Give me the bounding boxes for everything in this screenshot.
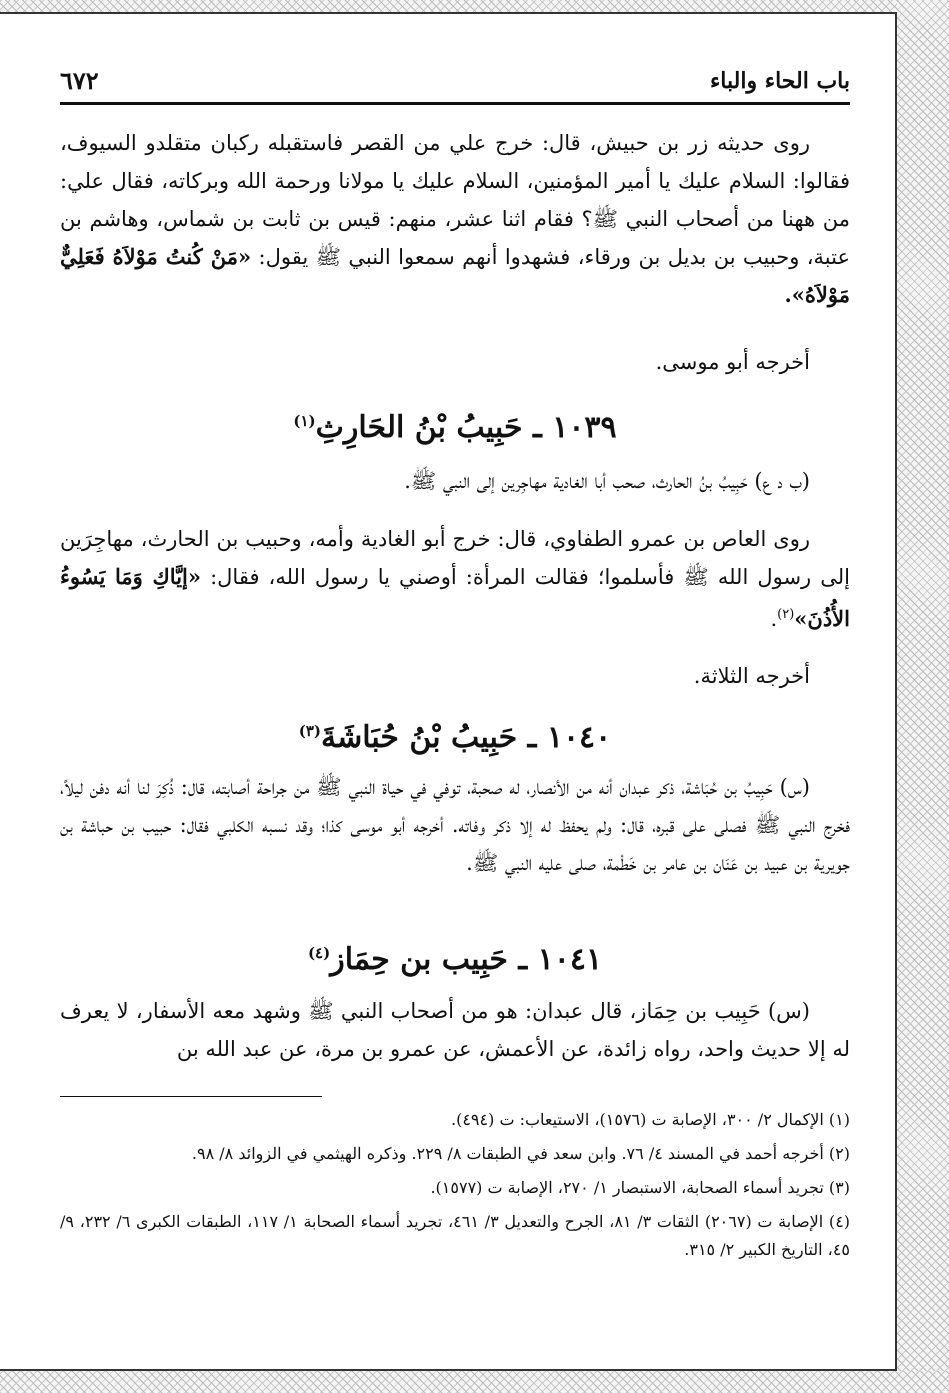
footnote-ref: (٤) (307, 944, 331, 962)
entry-title: ١٠٣٩ ـ حَبِيبُ بْنُ الحَارِثِ (315, 410, 617, 445)
paragraph-entry-body: (س) حَبِيب بن حِمَاز، قال عبدان: هو من أصحاب النبي ﷺ وشهد معه الأسفار، لا يعرف له إلا حديث واحد، رواه زائدة، عن الأعمش، عن عمرو بن مرة، عن عبد الله بن (60, 999, 850, 1061)
hadith-quote: «إيَّاكِ وَمَا يَسُوءُ الأُذُنَ» (60, 564, 850, 631)
footnote-ref: (٣) (298, 722, 321, 740)
decorative-border-top (0, 0, 949, 12)
footnote-ref: (٢) (777, 607, 795, 622)
paragraph-source: أخرجه أبو موسى. (655, 350, 810, 374)
hadith-quote: «مَنْ كُنتُ مَوْلاَهُ فَعَلِيٌّ مَوْلاَهُ». (60, 244, 850, 307)
paragraph-narration: روى العاص بن عمرو الطفاوي، قال: خرج أبو الغادية وأمه، وحبيب بن الحارث، مهاجِرَين إلى رسول الله ﷺ فأسلموا؛ فقالت المرأة: أوصني يا رسول الله، فقال: «إيَّاكِ وَمَا يَسُوءُ الأُذُنَ»$^{(٢)}$. (60, 527, 850, 631)
page-header (60, 62, 850, 105)
footnote-4: (٤) الإصابة ت (٢٠٦٧) الثقات ٣/ ٨١، الجرح والتعديل ٣/ ٤٦١، تجريد أسماء الصحابة ١/ ١١٧، الطبقات الكبرى ٦/ ٢٣٢، ٩/ ٤٥، التاريخ الكبير ٢/ ٣١٥. (60, 1212, 851, 1259)
page-number: ٦٧٢ (60, 66, 99, 95)
entry-title: ١٠٤٠ ـ حَبِيبُ بْنُ حُبَاشَةَ (321, 720, 612, 755)
decorative-border-bottom (0, 1371, 949, 1393)
frame-line-bottom (0, 1369, 897, 1371)
narration-text: روى العاص بن عمرو الطفاوي، قال: خرج أبو الغادية وأمه، وحبيب بن الحارث، مهاجِرَين إلى رسول الله ﷺ فأسلموا؛ فقالت المرأة: أوصني يا رسول الله، فقال: (60, 527, 850, 589)
footnote-2: (٢) أخرجه أحمد في المسند ٤/ ٧٦. وابن سعد في الطبقات ٨/ ٢٢٩. وذكره الهيثمي في الزوائد ٨/ ٩٨. (191, 1144, 850, 1163)
narration-text: روى حديثه زر بن حبيش، قال: خرج علي من القصر فاستقبله ركبان متقلدو السيوف، فقالوا: السلام عليك يا أمير المؤمنين، السلام عليك يا مولانا ورحمة الله وبركاته، فقال علي: من ههنا من أصحاب النبي ﷺ؟ فقام اثنا عشر، منهم: قيس بن ثابت بن شماس، وهاشم بن عتبة، وحبيب بن بديل بن ورقاء، فشهدوا أنهم سمعوا النبي ﷺ يقول: (60, 131, 850, 269)
paragraph-entry-intro: (ب د ع) حَبِيبُ بنُ الحارث، صحب أبا الغادية مهاجِرين إلى النبي ﷺ. (404, 469, 810, 493)
entry-heading-1041 (60, 942, 850, 977)
frame-line-right (895, 12, 897, 1371)
footnote-1: (١) الإكمال ٢/ ٣٠٠، الإصابة ت (١٥٧٦)، الاستيعاب: ت (٤٩٤). (451, 1110, 850, 1129)
entry-title: ١٠٤١ ـ حَبِيب بن حِمَاز (330, 942, 603, 977)
footnote-3: (٣) تجريد أسماء الصحابة، الاستبصار ١/ ٢٧٠، الإصابة ت (١٥٧٧). (430, 1178, 850, 1197)
paragraph-narration (60, 124, 850, 314)
frame-line-top (0, 12, 897, 14)
decorative-border-right (897, 0, 949, 1393)
paragraph-source: أخرجه الثلاثة. (693, 664, 810, 688)
footnote-separator (60, 1096, 322, 1097)
footnote-ref: (١) (293, 412, 316, 430)
chapter-title: باب الحاء والباء (709, 68, 850, 94)
entry-heading-1040 (60, 720, 850, 755)
entry-heading-1039 (60, 410, 850, 445)
paragraph-entry-body: (س) حَبِيبُ بن حُبَاشة، ذكر عبدان أنه من الأنصار، له صحبة، توفي في حياة النبي ﷺ من جراحة أصابته، قال: ذُكِرَ لنا أنه دفن ليلاً، فخرج النبي ﷺ فصلى على قبره، قال: ولم يحفظ له إلا ذكر وفاته. أخرجه أبو موسى كذا؛ وقد نسبه الكلبي فقال: حبيب بن حباشة بن جويرية بن عبيد بن عَنَان بن عامر بن خَطْمة، صلى عليه النبي ﷺ. (60, 775, 850, 875)
